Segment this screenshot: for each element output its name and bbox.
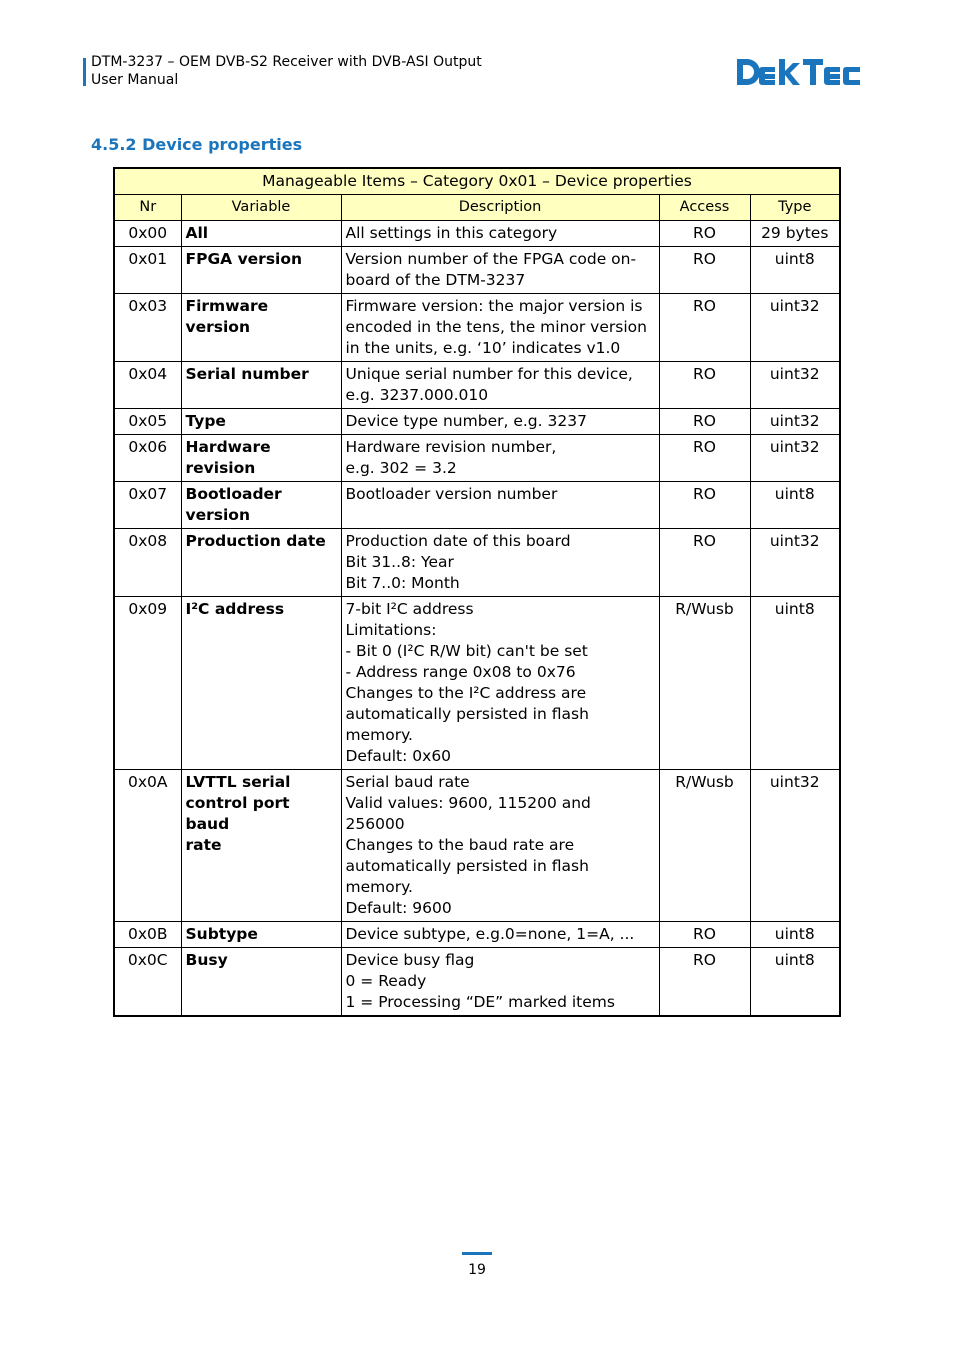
variable-line: rate (185, 836, 222, 854)
cell-type: uint32 (750, 362, 840, 409)
cell-access: RO (659, 482, 750, 529)
description-line: e.g. 302 = 3.2 (345, 459, 457, 477)
description-line: Bit 31..8: Year (345, 553, 454, 571)
cell-type: uint8 (750, 482, 840, 529)
column-header-access: Access (659, 195, 750, 221)
description-line: Device subtype, e.g.0=none, 1=A, ... (345, 925, 635, 943)
description-line: encoded in the tens, the minor version (345, 318, 647, 336)
cell-access: RO (659, 294, 750, 362)
document-header (91, 53, 482, 89)
column-header-type: Type (750, 195, 840, 221)
description-line: memory. (345, 726, 413, 744)
description-line: Bit 7..0: Month (345, 574, 460, 592)
cell-nr: 0x06 (114, 435, 181, 482)
cell-nr: 0x00 (114, 221, 181, 247)
description-line: Unique serial number for this device, (345, 365, 633, 383)
page-number: 19 (468, 1262, 486, 1278)
description-line: - Address range 0x08 to 0x76 (345, 663, 576, 681)
variable-line: Subtype (185, 925, 258, 943)
cell-type: uint32 (750, 529, 840, 597)
cell-description (341, 362, 659, 409)
cell-variable (181, 482, 341, 529)
cell-variable (181, 770, 341, 922)
cell-access: RO (659, 247, 750, 294)
dektec-logo (735, 55, 863, 89)
variable-line: FPGA version (185, 250, 303, 268)
cell-variable (181, 529, 341, 597)
description-line: All settings in this category (345, 224, 558, 242)
cell-type: uint32 (750, 409, 840, 435)
description-line: Limitations: (345, 621, 437, 639)
table-row (114, 409, 840, 435)
cell-type: uint8 (750, 922, 840, 948)
cell-variable (181, 247, 341, 294)
table-row (114, 362, 840, 409)
cell-access: RO (659, 221, 750, 247)
section-title: 4.5.2 Device properties (91, 135, 303, 154)
header-accent-bar (83, 58, 86, 86)
cell-variable (181, 362, 341, 409)
cell-access: R/Wusb (659, 770, 750, 922)
column-header-nr: Nr (114, 195, 181, 221)
description-line: Default: 9600 (345, 899, 452, 917)
description-line: Default: 0x60 (345, 747, 452, 765)
description-line: Bootloader version number (345, 485, 558, 503)
cell-nr: 0x04 (114, 362, 181, 409)
cell-nr: 0x07 (114, 482, 181, 529)
table-row (114, 529, 840, 597)
description-line: 7-bit I²C address (345, 600, 474, 618)
cell-type: uint8 (750, 948, 840, 1017)
table-row (114, 294, 840, 362)
cell-description (341, 482, 659, 529)
description-line: Changes to the I²C address are (345, 684, 587, 702)
cell-access: RO (659, 948, 750, 1017)
cell-nr: 0x01 (114, 247, 181, 294)
cell-nr: 0x03 (114, 294, 181, 362)
description-line: 0 = Ready (345, 972, 427, 990)
description-line: automatically persisted in flash (345, 705, 589, 723)
cell-description (341, 948, 659, 1017)
variable-line: Busy (185, 951, 228, 969)
variable-line: Firmware version (185, 297, 269, 336)
page-number-bar (462, 1252, 492, 1255)
description-line: 256000 (345, 815, 405, 833)
cell-access: RO (659, 529, 750, 597)
description-line: automatically persisted in flash (345, 857, 589, 875)
description-line: Valid values: 9600, 115200 and (345, 794, 591, 812)
cell-access: RO (659, 435, 750, 482)
description-line: Version number of the FPGA code on- (345, 250, 637, 268)
description-line: Device type number, e.g. 3237 (345, 412, 587, 430)
cell-nr: 0x09 (114, 597, 181, 770)
description-line: e.g. 3237.000.010 (345, 386, 489, 404)
table-row (114, 482, 840, 529)
description-line: Firmware version: the major version is (345, 297, 643, 315)
description-line: Device busy flag (345, 951, 475, 969)
cell-description (341, 294, 659, 362)
cell-access: RO (659, 409, 750, 435)
cell-type: uint8 (750, 597, 840, 770)
table-row (114, 948, 840, 1017)
column-header-description: Description (341, 195, 659, 221)
description-line: Hardware revision number, (345, 438, 557, 456)
cell-nr: 0x0A (114, 770, 181, 922)
cell-nr: 0x05 (114, 409, 181, 435)
device-properties-table (113, 167, 841, 1017)
table-row (114, 922, 840, 948)
table-header-row (114, 195, 840, 221)
variable-line: All (185, 224, 209, 242)
document-subtitle: User Manual (91, 72, 179, 88)
table-row (114, 770, 840, 922)
table-row (114, 221, 840, 247)
variable-line: I²C address (185, 600, 285, 618)
cell-variable (181, 948, 341, 1017)
description-line: Serial baud rate (345, 773, 470, 791)
cell-access: R/Wusb (659, 597, 750, 770)
description-line: Production date of this board (345, 532, 571, 550)
description-line: in the units, e.g. ‘10’ indicates v1.0 (345, 339, 621, 357)
cell-description (341, 770, 659, 922)
description-line: - Bit 0 (I²C R/W bit) can't be set (345, 642, 588, 660)
cell-variable (181, 294, 341, 362)
variable-line: Hardware revision (185, 438, 271, 477)
description-line: Changes to the baud rate are (345, 836, 575, 854)
cell-access: RO (659, 922, 750, 948)
variable-line: Serial number (185, 365, 309, 383)
cell-description (341, 247, 659, 294)
cell-variable (181, 435, 341, 482)
cell-description (341, 409, 659, 435)
cell-description (341, 597, 659, 770)
variable-line: Production date (185, 532, 326, 550)
table-caption: Manageable Items – Category 0x01 – Device properties (114, 168, 840, 195)
description-line: memory. (345, 878, 413, 896)
cell-variable (181, 922, 341, 948)
variable-line: version (185, 506, 250, 524)
cell-access: RO (659, 362, 750, 409)
description-line: 1 = Processing “DE” marked items (345, 993, 615, 1011)
cell-description (341, 529, 659, 597)
table-row (114, 435, 840, 482)
cell-variable (181, 409, 341, 435)
cell-variable (181, 221, 341, 247)
variable-line: control port baud (185, 794, 290, 833)
column-header-variable: Variable (181, 195, 341, 221)
cell-type: 29 bytes (750, 221, 840, 247)
variable-line: Bootloader (185, 485, 282, 503)
variable-line: Type (185, 412, 226, 430)
cell-nr: 0x0B (114, 922, 181, 948)
cell-variable (181, 597, 341, 770)
cell-type: uint32 (750, 294, 840, 362)
cell-nr: 0x0C (114, 948, 181, 1017)
cell-type: uint32 (750, 770, 840, 922)
cell-description (341, 922, 659, 948)
description-line: board of the DTM-3237 (345, 271, 526, 289)
table-row (114, 247, 840, 294)
document-title: DTM-3237 – OEM DVB-S2 Receiver with DVB-ASI Output (91, 54, 482, 70)
cell-type: uint8 (750, 247, 840, 294)
variable-line: LVTTL serial (185, 773, 291, 791)
table-row (114, 597, 840, 770)
cell-nr: 0x08 (114, 529, 181, 597)
cell-description (341, 435, 659, 482)
cell-description (341, 221, 659, 247)
cell-type: uint32 (750, 435, 840, 482)
